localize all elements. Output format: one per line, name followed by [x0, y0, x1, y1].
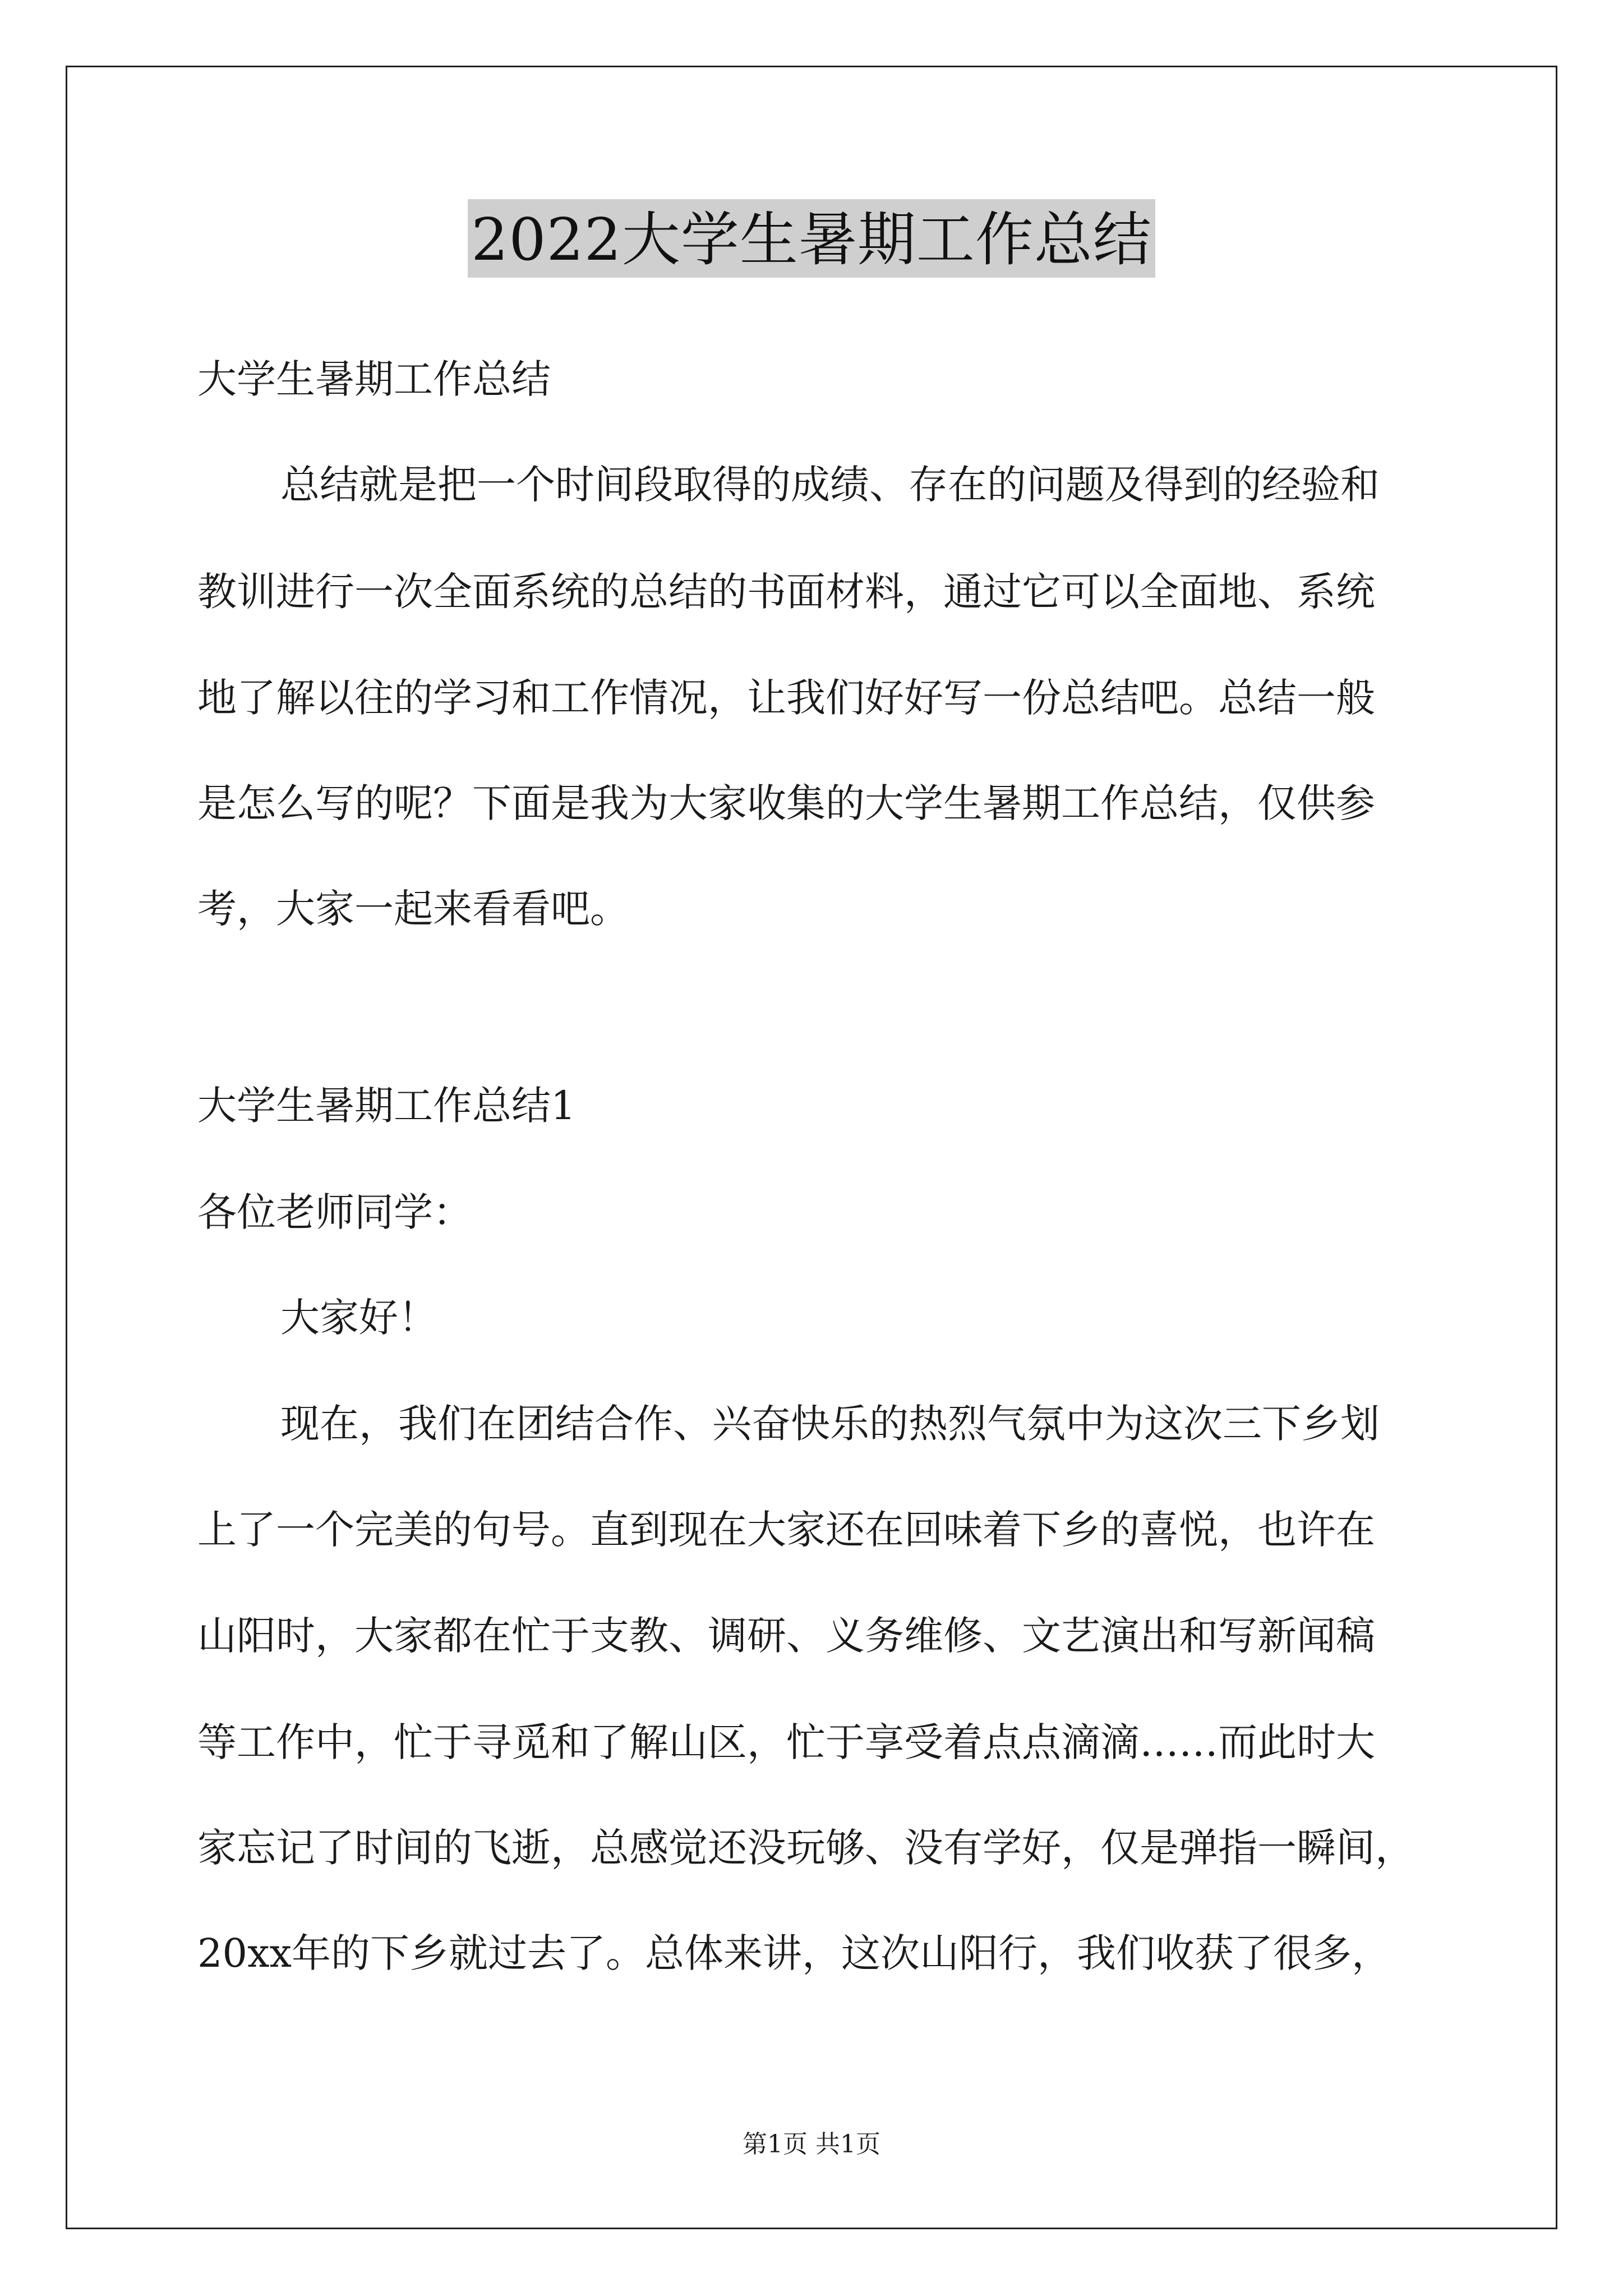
intro-line: 考，大家一起来看看吧。 [197, 886, 629, 932]
salutation: 各位老师同学： [197, 1189, 472, 1235]
body-line: 山阳时，大家都在忙于支教、调研、义务维修、文艺演出和写新闻稿 [197, 1613, 1375, 1659]
body-line: 现在，我们在团结合作、兴奋快乐的热烈气氛中为这次三下乡划 [280, 1401, 1380, 1447]
intro-line: 总结就是把一个时间段取得的成绩、存在的问题及得到的经验和 [280, 462, 1380, 508]
section-heading: 大学生暑期工作总结1 [197, 1083, 576, 1129]
document-title: 2022大学生暑期工作总结 [468, 199, 1155, 278]
body-line: 等工作中，忙于寻觅和了解山区，忙于享受着点点滴滴……而此时大 [197, 1719, 1375, 1765]
body-line: 家忘记了时间的飞逝，总感觉还没玩够、没有学好，仅是弹指一瞬间， [197, 1825, 1414, 1871]
body-line: 20xx年的下乡就过去了。总体来讲，这次山阳行，我们收获了很多， [197, 1930, 1391, 1976]
title-container [0, 199, 1623, 278]
body-line: 上了一个完美的句号。直到现在大家还在回味着下乡的喜悦，也许在 [197, 1507, 1375, 1553]
intro-line: 教训进行一次全面系统的总结的书面材料，通过它可以全面地、系统 [197, 569, 1375, 615]
page-footer: 第1页 共1页 [743, 2130, 880, 2159]
intro-line: 地了解以往的学习和工作情况，让我们好好写一份总结吧。总结一般 [197, 675, 1375, 721]
intro-line: 是怎么写的呢？下面是我为大家收集的大学生暑期工作总结，仅供参 [197, 780, 1375, 826]
greeting: 大家好！ [280, 1295, 437, 1341]
document-subtitle: 大学生暑期工作总结 [197, 356, 551, 402]
